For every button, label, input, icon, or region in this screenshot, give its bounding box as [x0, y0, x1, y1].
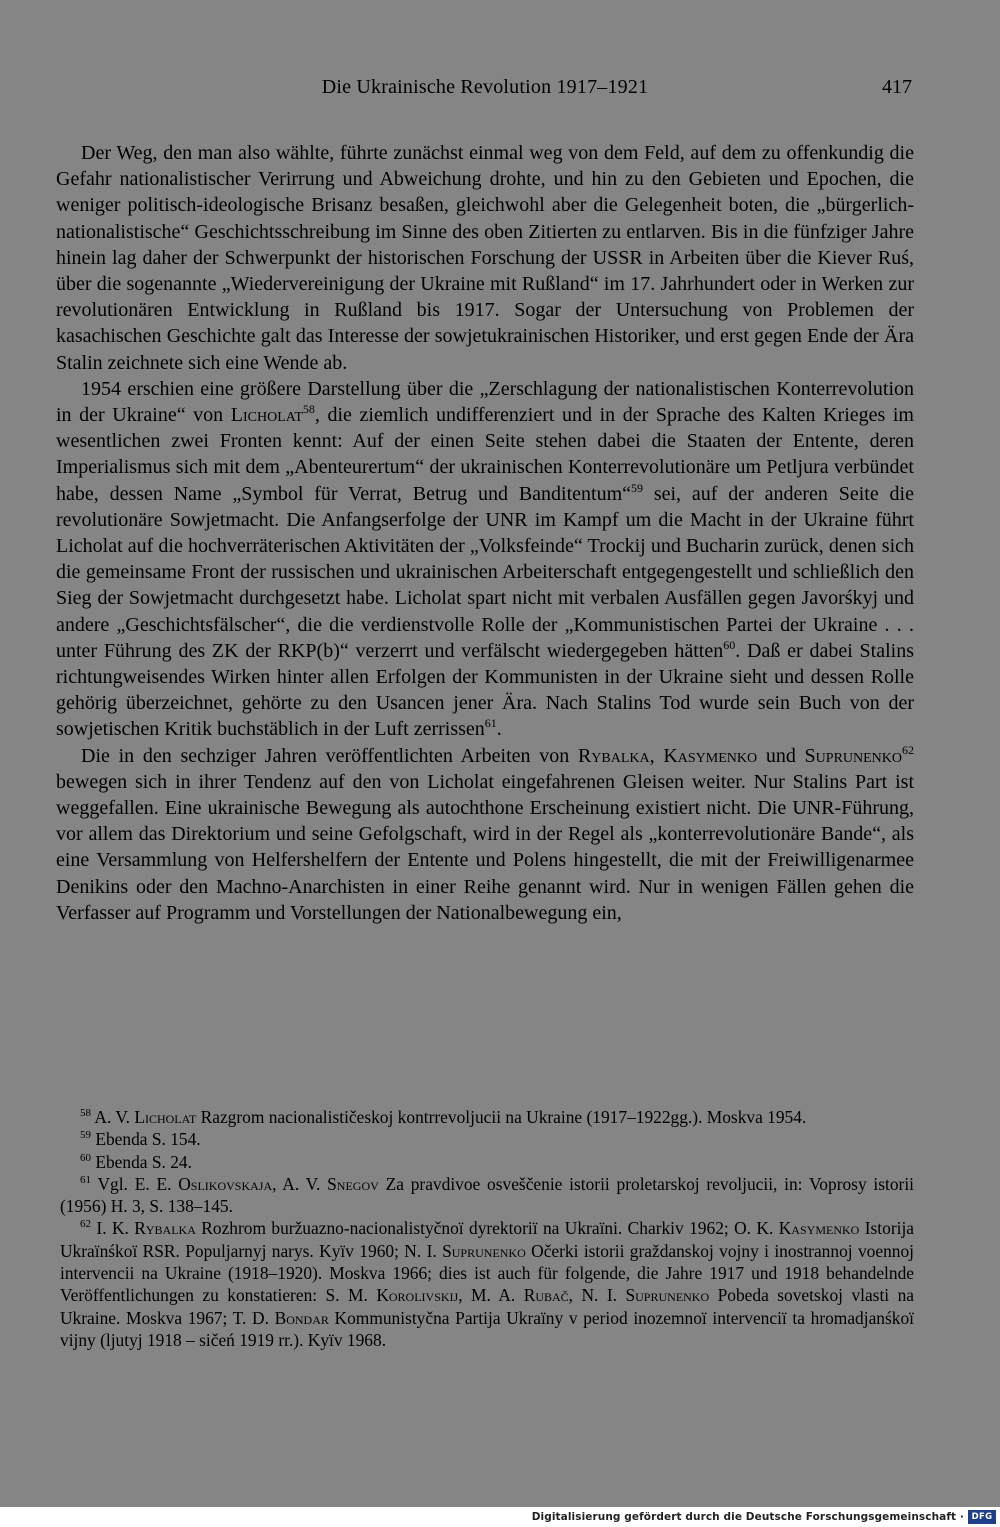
text-run: Rozhrom buržuazno-nacionalistyčnoï dyrektoriï na Ukraïni. Charkiv 1962; O. K. — [195, 1218, 779, 1239]
footnote-number: 59 — [80, 1129, 91, 1142]
text-run: Die in den sechziger Jahren veröffentlichten Arbeiten von — [81, 744, 578, 767]
text-run: Razgrom nacionalističeskoj kontrrevoljucii na Ukraine (1917–1922gg.). Moskva 1954. — [196, 1107, 807, 1127]
text-run: I. K. — [91, 1218, 135, 1239]
dfg-logo: DFG — [968, 1510, 996, 1524]
page-number: 417 — [882, 76, 912, 98]
author-name: Korolivskij — [376, 1285, 459, 1306]
text-run: Pobeda sovetskoj vlasti na Ukraine. Moskva 1967; T. D. — [60, 1285, 914, 1328]
footnote-62 — [60, 1217, 914, 1351]
text-run: Kommunistyčna Partija Ukraïny v period inozemnoï intervenciï ta hromadjanśkoï vijny (ljutyj 1918 – sičeń 1919 rr.). Kyïv 1968. — [60, 1307, 914, 1350]
digitization-credit: Digitalisierung gefördert durch die Deutsche Forschungsgemeinschaft · — [531, 1511, 964, 1523]
paragraph-1: Der Weg, den man also wählte, führte zunächst einmal weg von dem Feld, auf dem zu offenkundig die Gefahr nationalistischer Verirrung und Abweichung drohte, und hin zu den Gebieten und Epochen, die weniger politisch-ideologische Brisanz besaßen, gleichwohl aber die Gelegenheit boten, die „bürgerlich-nationalistische“ Geschichtsschreibung im Sinne des oben Zitierten zu entlarven. Bis in die fünfziger Jahre hinein lag daher der Schwerpunkt der historischen Forschung der USSR in Arbeiten über die Kiever Ruś, über die sogenannte „Wiedervereinigung der Ukraine mit Rußland“ im 17. Jahrhundert oder in Werken zur revolutionären Entwicklung in Rußland bis 1917. Sogar der Untersuchung von Problemen der kasachischen Geschichte galt das Interesse der sowjetukrainischen Historiker, und erst gegen Ende der Ära Stalin zeichnete sich eine Wende ab. — [56, 142, 914, 374]
body-text — [56, 140, 914, 926]
text-run: Vgl. E. E. — [91, 1173, 179, 1194]
author-name: Licholat — [230, 404, 303, 427]
text-run: Očerki istorii graždanskoj vojny i inostrannoj voennoj intervencii na Ukraine (1918–1920). Moskva 1966; dies ist auch für folgende, die Jahre 1917 und 1918 behandelnde Veröffentlichungen zu konstatieren: S. M. — [60, 1240, 915, 1306]
author-name: Bondar — [274, 1307, 329, 1328]
author-name: Snegov — [327, 1173, 379, 1194]
footnote-number: 62 — [80, 1218, 91, 1231]
text-run: A. V. — [91, 1107, 135, 1127]
text-run: Ebenda S. 154. — [91, 1129, 201, 1150]
paragraph-3 — [56, 743, 914, 926]
author-name: Rybalka — [134, 1218, 196, 1239]
footnote-ref: 60 — [723, 637, 736, 652]
author-name: Suprunenko — [625, 1285, 710, 1306]
author-name: Rubač — [523, 1285, 569, 1306]
text-run: Ebenda S. 24. — [91, 1151, 192, 1172]
footnote-ref: 62 — [902, 742, 915, 757]
text-run: , — [649, 744, 664, 767]
footnote-ref: 58 — [302, 402, 315, 417]
footnote-60 — [60, 1151, 914, 1173]
author-name: Licholat — [134, 1107, 197, 1127]
footnote-58 — [60, 1106, 914, 1128]
author-name: Rybalka — [577, 744, 650, 767]
paragraph-2 — [56, 376, 914, 743]
text-run: . Daß er dabei Stalins richtungweisendes Wirken hinter allen Erfolgen der Kommunisten in der Ukraine sieht und dessen Rolle gehörig überzeichnet, gehörte zu den Usancen jener Ära. Nach Stalins Tod wurde sein Buch von der sowjetischen Kritik buchstäblich in der Luft zerrissen — [56, 639, 915, 741]
running-head — [56, 76, 914, 106]
footnote-59 — [60, 1128, 914, 1150]
text-run: , N. I. — [568, 1285, 626, 1306]
footnotes — [60, 1106, 914, 1351]
author-name: Suprunenko — [804, 744, 903, 767]
text-run: , A. V. — [272, 1173, 328, 1194]
footnote-ref: 61 — [484, 716, 497, 731]
footnote-ref: 59 — [631, 480, 644, 495]
text-run: , die ziemlich undifferenziert und in der Sprache des Kalten Krieges im wesentlichen zwei Fronten kennt: Auf der einen Seite stehen dabei die Staaten der Entente, deren Imperialismus sich mit dem „Abenteurertum“ der ukrainischen Konterrevolutionäre um Petljura verbündet habe, dessen Name „Symbol für Verrat, Betrug und Banditentum“ — [56, 404, 914, 505]
footnote-number: 60 — [80, 1151, 91, 1164]
text-run: sei, auf der anderen Seite die revolutionäre Sowjetmacht. Die Anfangserfolge der UNR im Kampf um die Macht in der Ukraine führt Licholat auf die hochverräterischen Aktivitäten der „Volksfeinde“ Trockij und Bucharin zurück, denen sich die gemeinsame Front der russischen und ukrainischen Arbeiterschaft entgegengestellt und schließlich den Sieg der Sowjetmacht durchgesetzt habe. Licholat spart nicht mit verbalen Ausfällen gegen Javorśkyj und andere „Geschichtsfälscher“, die die verdienstvolle Rolle der „Kommunistischen Partei der Ukraine . . . unter Führung des ZK der RKP(b)“ verzerrt und verfälscht wiedergegeben hätten — [56, 482, 914, 662]
text-run: . — [496, 718, 502, 741]
author-name: Kasymenko — [663, 744, 758, 767]
footer-bar — [0, 1507, 1000, 1527]
text-run: Istorija Ukraïnśkoï RSR. Populjarnyj narys. Kyïv 1960; N. I. — [60, 1218, 914, 1261]
author-name: Kasymenko — [778, 1218, 860, 1239]
footnote-number: 61 — [80, 1173, 91, 1186]
text-run: 1954 erschien eine größere Darstellung über die „Zerschlagung der nationalistischen Konterrevolution in der Ukraine“ von — [56, 377, 914, 427]
author-name: Oslikovskaja — [178, 1173, 273, 1194]
text-run: Za pravdivoe osveščenie istorii proletarskoj revoljucii, in: Voprosy istorii (1956) H. 3, S. 138–145. — [60, 1173, 915, 1217]
footnote-61 — [60, 1173, 914, 1218]
text-run: , M. A. — [458, 1285, 524, 1306]
text-run: und — [757, 744, 805, 767]
author-name: Suprunenko — [442, 1240, 526, 1261]
footnote-number: 58 — [80, 1107, 91, 1119]
text-run: bewegen sich in ihrer Tendenz auf den von Licholat eingefahrenen Gleisen weiter. Nur Stalins Part ist weggefallen. Eine ukrainische Bewegung als autochthone Erscheinung existiert nicht. Die UNR-Führung, vor allem das Direktorium und seine Gefolgschaft, wird in der Regel als „konterrevolutionäre Bande“, als eine Versammlung von Helfershelfern der Entente und Polens hingestellt, die mit der Freiwilligenarmee Denikins oder den Machno-Anarchisten in einer Reihe genannt wird. Nur in wenigen Fällen gehen die Verfasser auf Programm und Vorstellungen der Nationalbewegung ein, — [56, 770, 914, 924]
running-title: Die Ukrainische Revolution 1917–1921 — [321, 76, 649, 98]
